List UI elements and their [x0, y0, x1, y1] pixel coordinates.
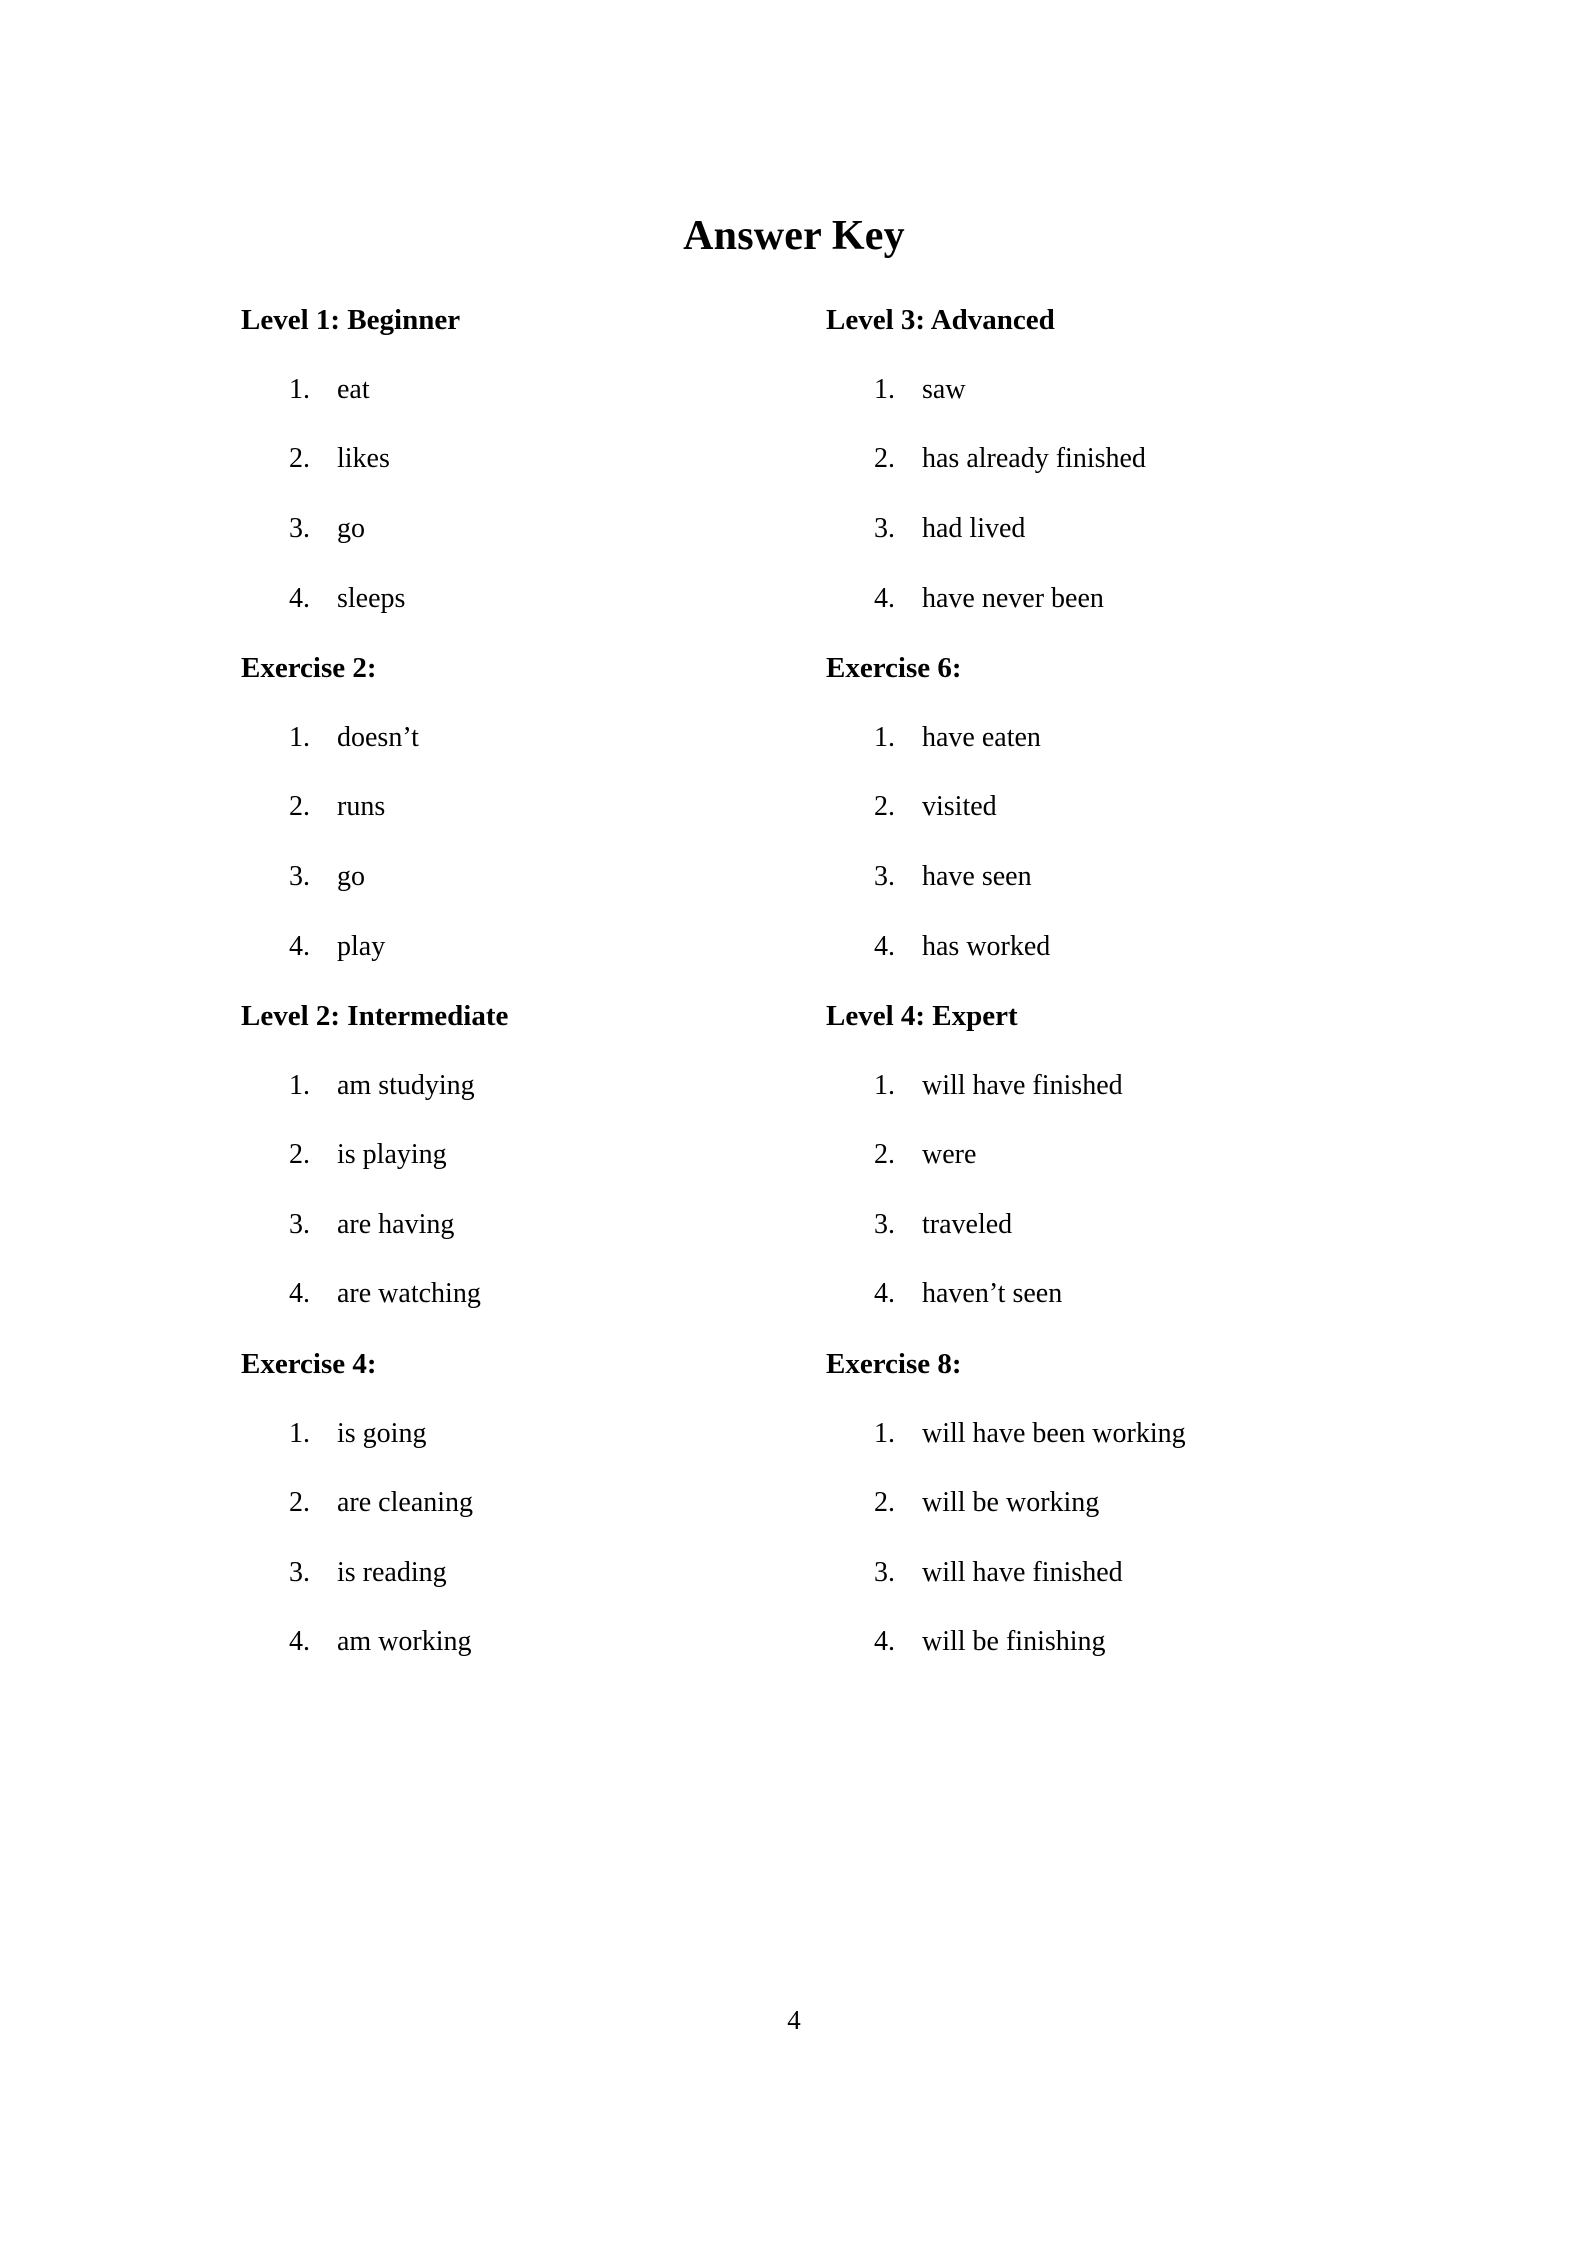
item-answer: haven’t seen	[922, 1278, 1063, 1309]
item-answer: are watching	[337, 1278, 481, 1309]
section-heading: Level 4: Expert	[826, 1000, 1018, 1032]
item-answer: doesn’t	[337, 722, 419, 753]
item-answer: is playing	[337, 1139, 447, 1170]
section-heading: Exercise 6:	[826, 652, 962, 684]
item-answer: has already finished	[922, 443, 1146, 474]
item-number: 3.	[874, 1209, 895, 1240]
item-number: 3.	[289, 861, 310, 892]
section-heading: Exercise 4:	[241, 1348, 377, 1380]
item-number: 3.	[289, 1557, 310, 1588]
item-number: 1.	[289, 374, 310, 405]
item-number: 3.	[874, 513, 895, 544]
item-number: 2.	[874, 1487, 895, 1518]
item-answer: have never been	[922, 583, 1104, 614]
item-number: 3.	[874, 1557, 895, 1588]
item-number: 4.	[874, 583, 895, 614]
item-number: 3.	[874, 861, 895, 892]
item-number: 2.	[874, 443, 895, 474]
item-answer: will be working	[922, 1487, 1100, 1518]
item-answer: traveled	[922, 1209, 1013, 1240]
item-answer: were	[922, 1139, 977, 1170]
item-answer: saw	[922, 374, 966, 405]
item-number: 1.	[874, 374, 895, 405]
section-heading: Exercise 8:	[826, 1348, 962, 1380]
section-heading: Exercise 2:	[241, 652, 377, 684]
item-number: 2.	[874, 1139, 895, 1170]
item-answer: is reading	[337, 1557, 447, 1588]
item-number: 4.	[289, 1626, 310, 1657]
item-answer: go	[337, 513, 365, 544]
item-answer: visited	[922, 791, 997, 822]
item-number: 3.	[289, 1209, 310, 1240]
item-answer: eat	[337, 374, 370, 405]
item-number: 1.	[289, 1418, 310, 1449]
item-answer: am studying	[337, 1070, 475, 1101]
item-answer: have seen	[922, 861, 1032, 892]
page-title: Answer Key	[683, 213, 905, 259]
item-number: 4.	[289, 931, 310, 962]
item-number: 4.	[874, 1626, 895, 1657]
item-answer: runs	[337, 791, 386, 822]
item-number: 1.	[874, 722, 895, 753]
item-number: 1.	[289, 722, 310, 753]
item-answer: has worked	[922, 931, 1051, 962]
item-number: 4.	[874, 1278, 895, 1309]
item-number: 2.	[874, 791, 895, 822]
item-answer: will have finished	[922, 1070, 1123, 1101]
item-answer: will have finished	[922, 1557, 1123, 1588]
section-heading: Level 3: Advanced	[826, 304, 1055, 336]
item-answer: will have been working	[922, 1418, 1186, 1449]
item-answer: have eaten	[922, 722, 1041, 753]
item-answer: sleeps	[337, 583, 406, 614]
item-number: 2.	[289, 443, 310, 474]
item-number: 3.	[289, 513, 310, 544]
item-number: 2.	[289, 1139, 310, 1170]
item-answer: is going	[337, 1418, 427, 1449]
item-number: 1.	[874, 1070, 895, 1101]
item-answer: will be finishing	[922, 1626, 1106, 1657]
item-number: 4.	[874, 931, 895, 962]
item-answer: are having	[337, 1209, 455, 1240]
item-number: 1.	[874, 1418, 895, 1449]
section-heading: Level 2: Intermediate	[241, 1000, 509, 1032]
item-answer: had lived	[922, 513, 1026, 544]
item-number: 4.	[289, 1278, 310, 1309]
item-answer: are cleaning	[337, 1487, 474, 1518]
item-answer: go	[337, 861, 365, 892]
page-number: 4	[787, 2005, 801, 2035]
item-number: 2.	[289, 1487, 310, 1518]
item-answer: am working	[337, 1626, 472, 1657]
item-number: 4.	[289, 583, 310, 614]
item-number: 1.	[289, 1070, 310, 1101]
item-answer: play	[337, 931, 386, 962]
section-heading: Level 1: Beginner	[241, 304, 461, 336]
item-answer: likes	[337, 443, 390, 474]
item-number: 2.	[289, 791, 310, 822]
